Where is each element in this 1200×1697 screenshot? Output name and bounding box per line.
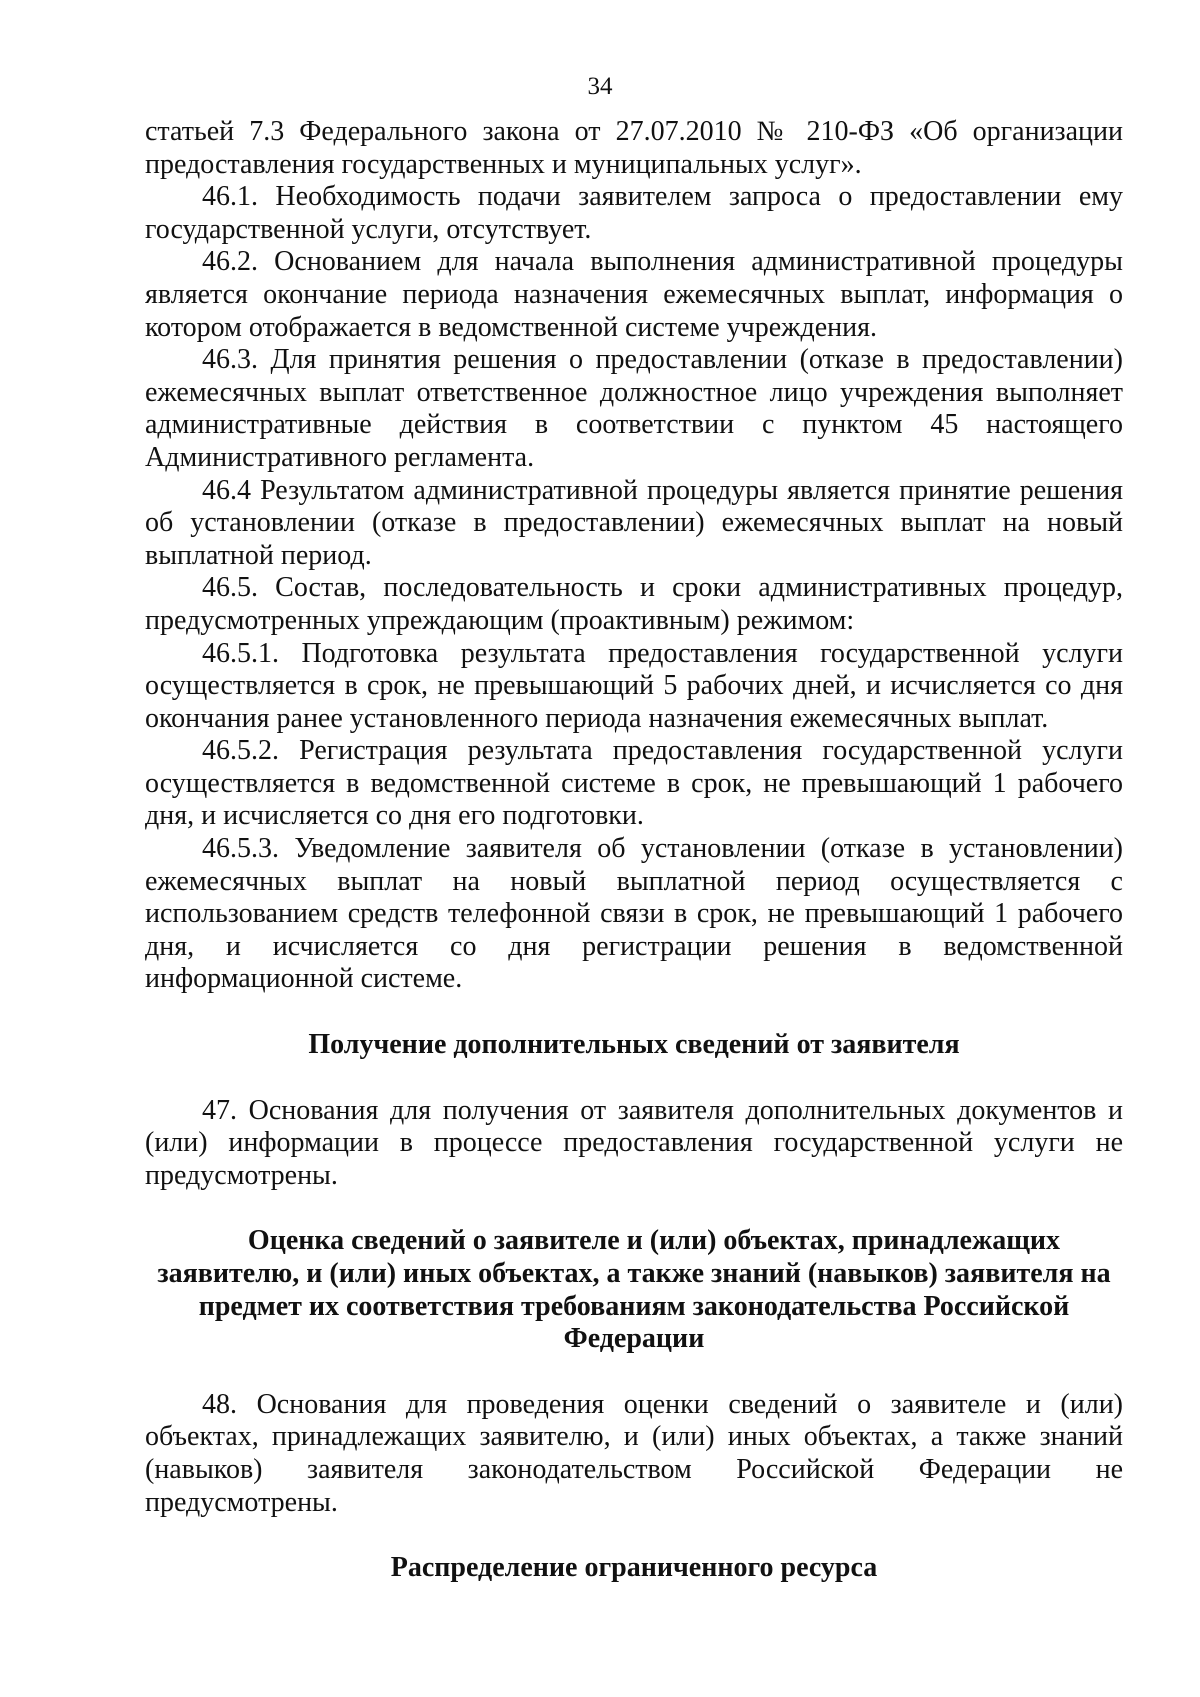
paragraph-46-5-2: 46.5.2. Регистрация результата предоставления государственной услуги осуществляется в ведомственной системе в срок, не превышающий 1 рабочего дня, и исчисляется со дня его подготовки. (145, 735, 1123, 832)
paragraph-46-2: 46.2. Основанием для начала выполнения административной процедуры является окончание периода назначения ежемесячных выплат, информация о котором отображается в ведомственной системе учреждения. (145, 246, 1123, 343)
document-body (145, 116, 1123, 1585)
paragraph-48: 48. Основания для проведения оценки сведений о заявителе и (или) объектах, принадлежащих заявителю, и (или) иных объектах, а также знаний (навыков) заявителя законодательством Российской Федерации не предусмотрены. (145, 1388, 1123, 1518)
paragraph-46-1: 46.1. Необходимость подачи заявителем запроса о предоставлении ему государственной услуги, отсутствует. (145, 181, 1123, 245)
section-heading-48 (145, 1225, 1123, 1355)
section-heading-48-rest: заявителю, и (или) иных объектах, а также знаний (навыков) заявителя на предмет их соответствия требованиям законодательства Российской Федерации (157, 1258, 1111, 1355)
paragraph-46-5-1: 46.5.1. Подготовка результата предоставления государственной услуги осуществляется в срок, не превышающий 5 рабочих дней, и исчисляется со дня окончания ранее установленного периода назначения ежемесячных выплат. (145, 637, 1123, 734)
paragraph-continuation: статьей 7.3 Федерального закона от 27.07.2010 № 210-ФЗ «Об организации предоставления государственных и муниципальных услуг». (145, 116, 1123, 180)
paragraph-47: 47. Основания для получения от заявителя дополнительных документов и (или) информации в процессе предоставления государственной услуги не предусмотрены. (145, 1094, 1123, 1191)
section-heading-49: Распределение ограниченного ресурса (390, 1552, 878, 1584)
paragraph-46-4: 46.4 Результатом административной процедуры является принятие решения об установлении (отказе в предоставлении) ежемесячных выплат на новый выплатной период. (145, 474, 1123, 571)
section-heading-48-line1: Оценка сведений о заявителе и (или) объектах, принадлежащих (247, 1225, 1061, 1257)
page-number: 34 (587, 73, 613, 100)
paragraph-46-3: 46.3. Для принятия решения о предоставлении (отказе в предоставлении) ежемесячных выплат ответственное должностное лицо учреждения выполняет административные действия в соответствии с пунктом 45 настоящего Административного регламента. (145, 344, 1123, 473)
paragraph-46-5-3: 46.5.3. Уведомление заявителя об установлении (отказе в установлении) ежемесячных выплат на новый выплатной период осуществляется с использованием средств телефонной связи в срок, не превышающий 1 рабочего дня, и исчисляется со дня регистрации решения в ведомственной информационной системе. (145, 833, 1123, 995)
paragraph-46-5: 46.5. Состав, последовательность и сроки административных процедур, предусмотренных упреждающим (проактивным) режимом: (145, 572, 1123, 636)
section-heading-47: Получение дополнительных сведений от заявителя (308, 1029, 960, 1061)
